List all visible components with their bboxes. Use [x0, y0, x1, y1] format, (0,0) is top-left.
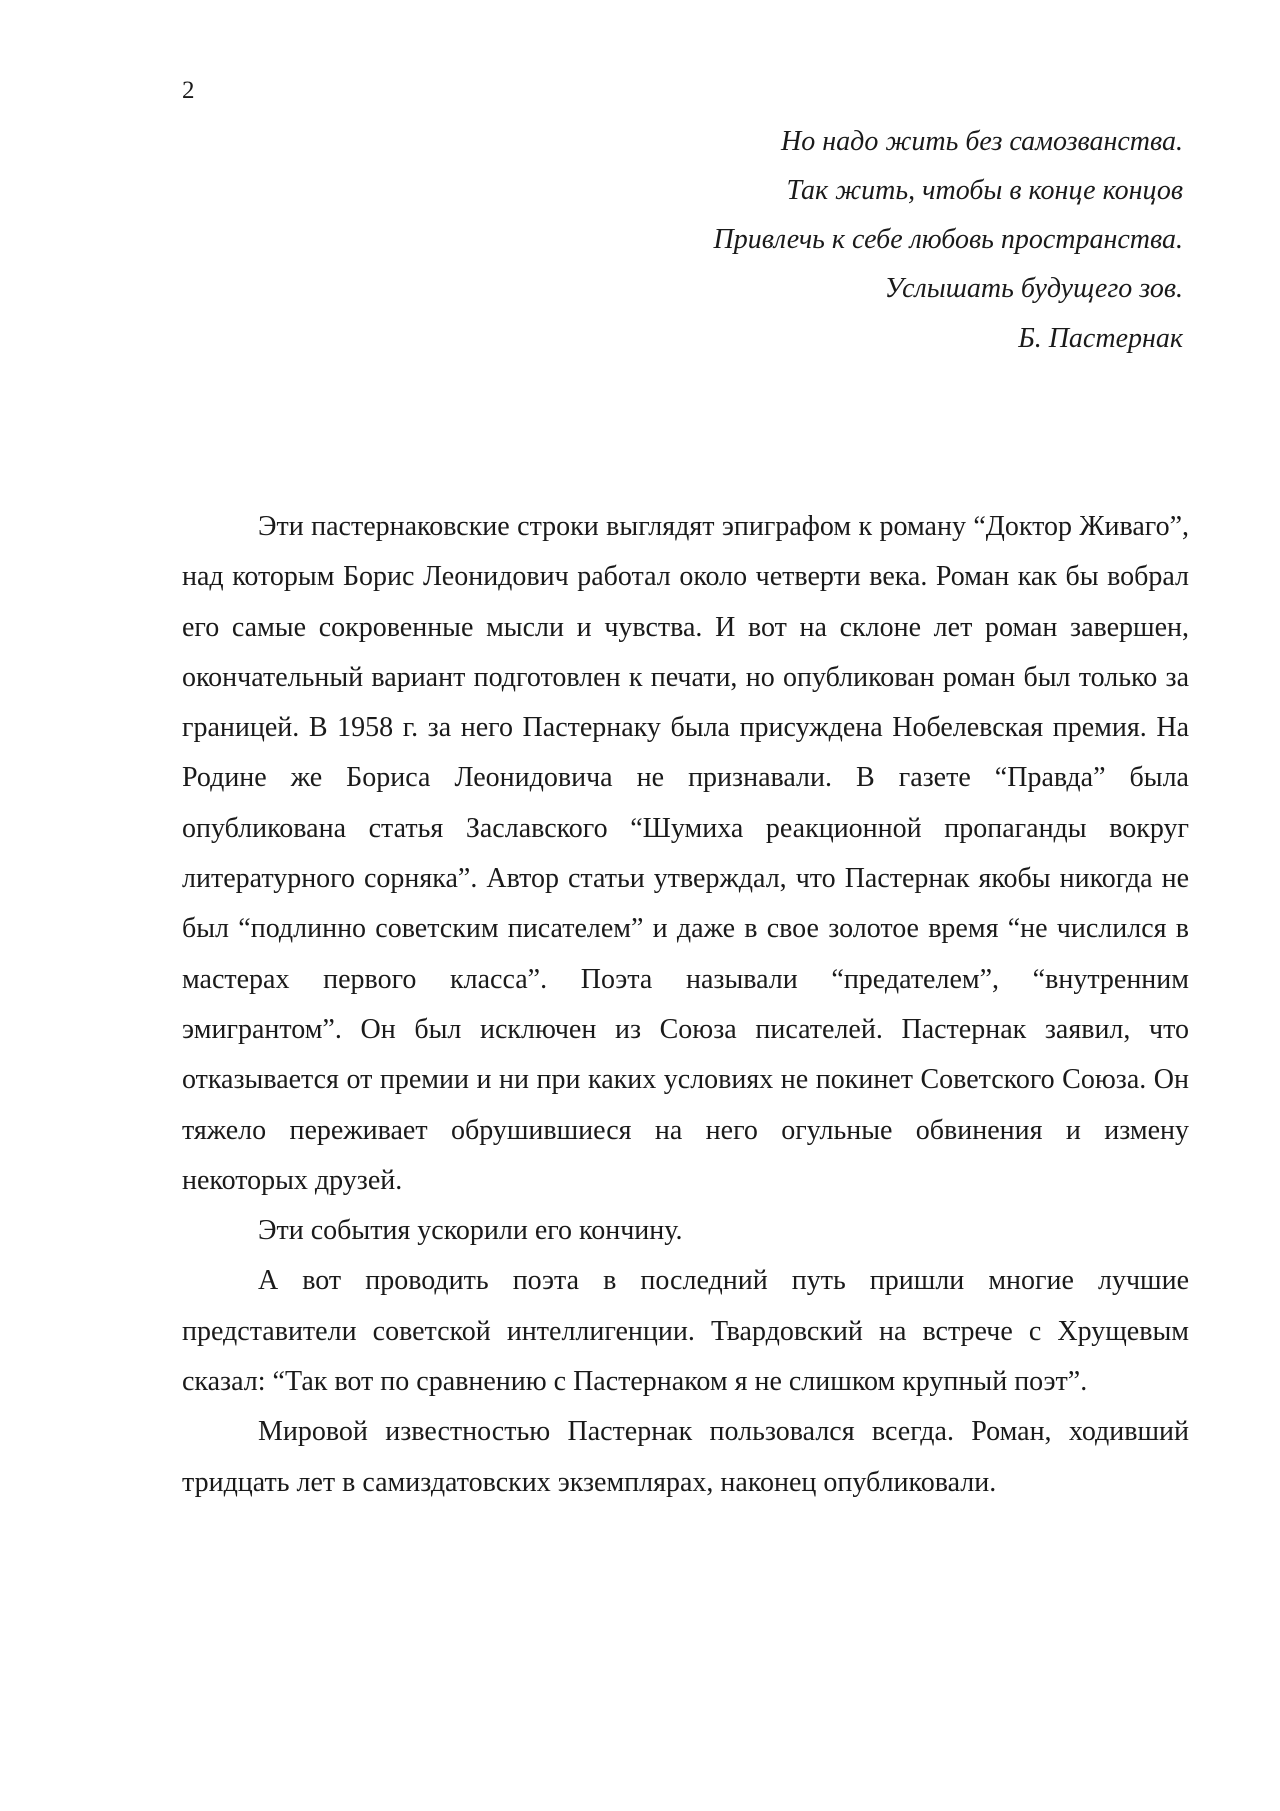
- body-paragraph: Эти пастернаковские строки выглядят эпиграфом к роману “Доктор Живаго”, над которым Борис Леонидович работал около четверти века. Роман как бы вобрал его самые сокровенные мысли и чувства. И вот на склоне лет роман завершен, окончательный вариант подготовлен к печати, но опубликован роман был только за границей. В 1958 г. за него Пастернаку была присуждена Нобелевская премия. На Родине же Бориса Леонидовича не признавали. В газете “Правда” была опубликована статья Заславского “Шумиха реакционной пропаганды вокруг литературного сорняка”. Автор статьи утверждал, что Пастернак якобы никогда не был “подлинно советским писателем” и даже в свое золотое время “не числился в мастерах первого класса”. Поэта называли “предателем”, “внутренним эмигрантом”. Он был исключен из Союза писателей. Пастернак заявил, что отказывается от премии и ни при каких условиях не покинет Советского Союза. Он тяжело переживает обрушившиеся на него огульные обвинения и измену некоторых друзей.: [182, 511, 1189, 1196]
- epigraph-line: Но надо жить без самозванства.: [781, 126, 1183, 157]
- epigraph-line: Услышать будущего зов.: [884, 273, 1183, 304]
- epigraph-line: Так жить, чтобы в конце концов: [786, 175, 1183, 206]
- epigraph: [560, 117, 1183, 363]
- body-text: [182, 502, 1189, 1508]
- epigraph-line: Привлечь к себе любовь пространства.: [713, 224, 1183, 255]
- epigraph-author: Б. Пастернак: [1018, 323, 1183, 354]
- body-paragraph: Мировой известностью Пастернак пользовался всегда. Роман, ходивший тридцать лет в самиздатовских экземплярах, наконец опубликовали.: [182, 1416, 1189, 1498]
- page-number: 2: [182, 77, 195, 104]
- body-paragraph: А вот проводить поэта в последний путь пришли многие лучшие представители советской интеллигенции. Твардовский на встрече с Хрущевым сказал: “Так вот по сравнению с Пастернаком я не слишком крупный поэт”.: [182, 1265, 1189, 1398]
- body-paragraph: Эти события ускорили его кончину.: [258, 1215, 683, 1247]
